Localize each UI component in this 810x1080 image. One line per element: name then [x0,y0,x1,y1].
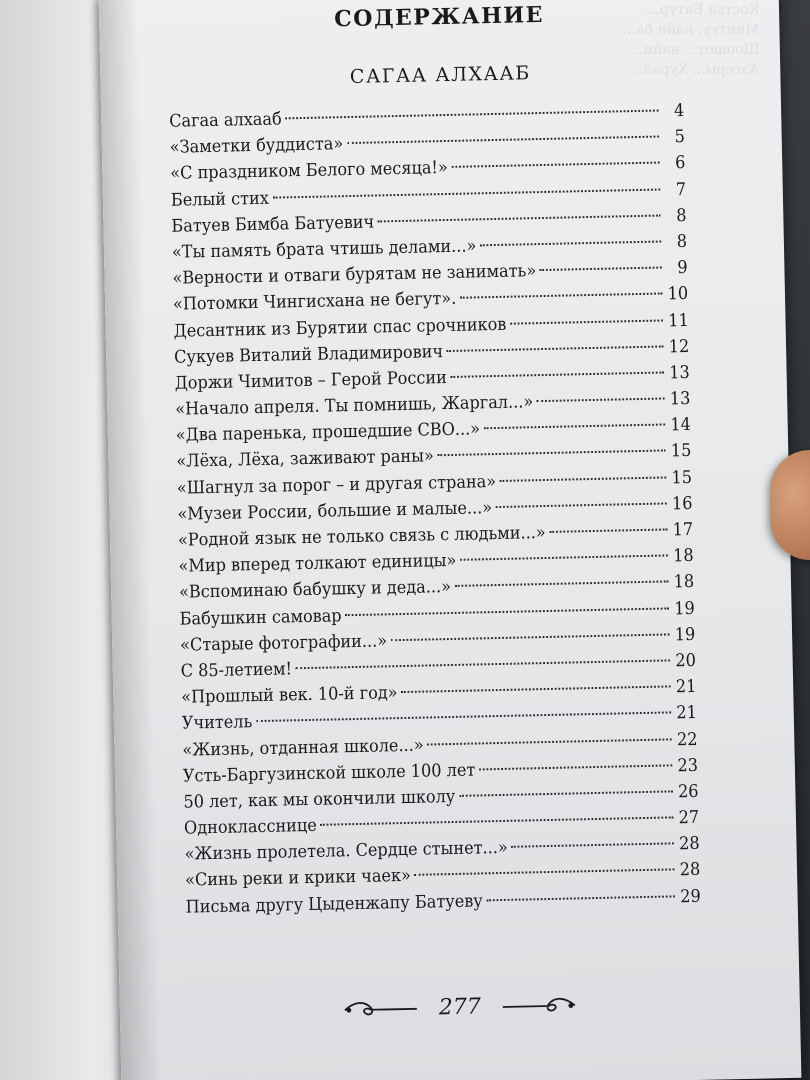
toc-entry-title: «Потомки Чингисхана не бегут». [172,289,457,316]
dot-leader [484,424,665,430]
toc-entry-page: 20 [675,650,697,672]
dot-leader [427,738,671,745]
toc-entry-title: Учитель [181,712,253,734]
dot-leader [450,371,664,377]
toc-entry-title: Белый стих [170,188,270,211]
toc-entry-page: 12 [668,336,690,358]
dot-leader [540,267,662,272]
toc-entry-page: 14 [670,415,692,436]
dot-leader [500,476,666,481]
toc-entry-title: Письма другу Цыденжапу Батуеву [185,891,483,918]
toc-entry-page: 22 [676,729,698,750]
toc-entry-title: «Начало апреля. Ты помнишь, Жаргал...» [175,392,534,420]
toc-entry-page: 13 [669,389,691,410]
swirl-ornament-icon [499,994,579,1018]
dot-leader [511,843,674,848]
dot-leader [347,136,659,145]
toc-entry-title: Доржи Чимитов – Герой России [174,367,448,394]
toc-entry-page: 9 [677,258,688,279]
dot-leader [345,607,669,616]
dot-leader [437,450,665,457]
toc-entry-title: Бабушкин самовар [179,605,342,630]
dot-leader [510,319,663,324]
toc-entry-page: 6 [674,153,686,174]
toc-entry-title: «Синь реки и крики чаек» [184,866,412,892]
dot-leader [401,686,670,694]
toc-entry-page: 19 [674,624,696,646]
toc-entry-title: Сагаа алхааб [169,109,282,132]
dot-leader [451,162,659,168]
toc-entry-title: Усть-Баргузинской школе 100 лет [182,760,476,787]
toc-entry-title: «Заметки буддиста» [169,134,344,158]
toc-entry-page: 17 [672,519,694,541]
toc-entry-title: Десантник из Бурятии спас срочников [173,314,507,342]
toc-entry-page: 8 [676,231,688,253]
toc-entry-title: «Вспоминаю бабушку и деда...» [178,577,452,604]
dot-leader [549,528,667,532]
toc-entry-page: 18 [673,572,695,593]
toc-entry-page: 21 [676,703,698,724]
toc-entry-title: «Родной язык не только связь с людьми...» [177,522,546,551]
dot-leader [460,293,663,299]
toc-entry-page: 5 [674,127,686,148]
toc-entry-page: 18 [672,546,694,567]
toc-entry-title: «Лёха, Лёха, заживают раны» [176,446,435,473]
dot-leader [486,895,675,901]
toc-entry-page: 10 [667,284,689,305]
toc-entry-page: 15 [671,467,693,488]
toc-entry-title: «С праздником Белого месяца!» [170,158,448,185]
toc-entry-title: Однокласснице [183,815,318,839]
swirl-ornament-icon [341,997,421,1021]
show-through-text: Костьи Батур... Минтуу, найн ба... Шоошот... найн... Азгеры... Хурал... [622,1,760,78]
dot-leader [455,581,669,587]
table-of-contents [169,98,701,920]
contents-heading: СОДЕРЖАНИЕ [334,1,545,33]
toc-entry-title: «Два паренька, прошедшие СВО...» [175,419,481,446]
dot-leader [480,240,661,246]
toc-entry-page: 7 [675,179,687,200]
toc-entry-page: 21 [675,677,697,698]
toc-entry-page: 19 [674,598,695,619]
toc-entry-page: 4 [673,101,685,122]
toc-entry-page: 26 [677,781,699,803]
dot-leader [459,790,673,796]
toc-entry-title: «Верности и отваги бурятам не занимать» [172,261,537,289]
toc-entry-title: 50 лет, как мы окончили школу [183,786,456,813]
dot-leader [296,659,670,669]
toc-entry-title: С 85-летием! [180,659,293,682]
toc-entry-title: «Мир вперед толкают единицы» [178,551,457,577]
dot-leader [447,345,664,352]
dot-leader [378,214,661,222]
toc-entry-title: «Прошлый век. 10-й год» [181,683,398,708]
toc-entry-page: 11 [668,310,689,331]
toc-entry-title: «Старые фотографии...» [179,631,388,656]
book-page [99,0,802,1080]
dot-leader [415,869,675,876]
toc-entry-page: 15 [670,441,692,462]
toc-entry-page: 16 [671,493,693,515]
section-title: САГАА АЛХААБ [349,62,531,88]
toc-entry-page: 23 [677,755,699,776]
dot-leader [460,555,668,561]
dot-leader [537,398,665,403]
dot-leader [496,502,667,508]
dot-leader [391,633,670,641]
toc-entry-page: 28 [679,860,701,881]
page-number: 277 [438,994,482,1021]
toc-entry-title: Сукуев Виталий Владимирович [173,341,444,368]
dot-leader [320,816,673,825]
toc-entry-title: «Жизнь пролетела. Сердце стынет...» [184,838,508,865]
toc-entry-page: 28 [678,834,700,855]
toc-entry-title: «Ты память брата чтишь делами...» [171,236,477,263]
toc-entry-title: Батуев Бимба Батуевич [171,212,375,237]
toc-entry-page: 8 [676,205,687,226]
toc-entry-page: 29 [680,886,701,907]
toc-entry-title: «Жизнь, отданная школе...» [182,735,424,761]
dot-leader [256,712,671,723]
dot-leader [285,110,658,120]
dot-leader [272,188,660,198]
toc-entry-page: 13 [669,362,691,384]
toc-entry-title: «Шагнул за порог – и другая страна» [176,471,497,499]
page-footer [120,988,800,1027]
dot-leader [479,764,672,770]
toc-entry-page: 27 [678,807,700,829]
toc-entry-title: «Музеи России, большие и малые...» [177,497,493,525]
